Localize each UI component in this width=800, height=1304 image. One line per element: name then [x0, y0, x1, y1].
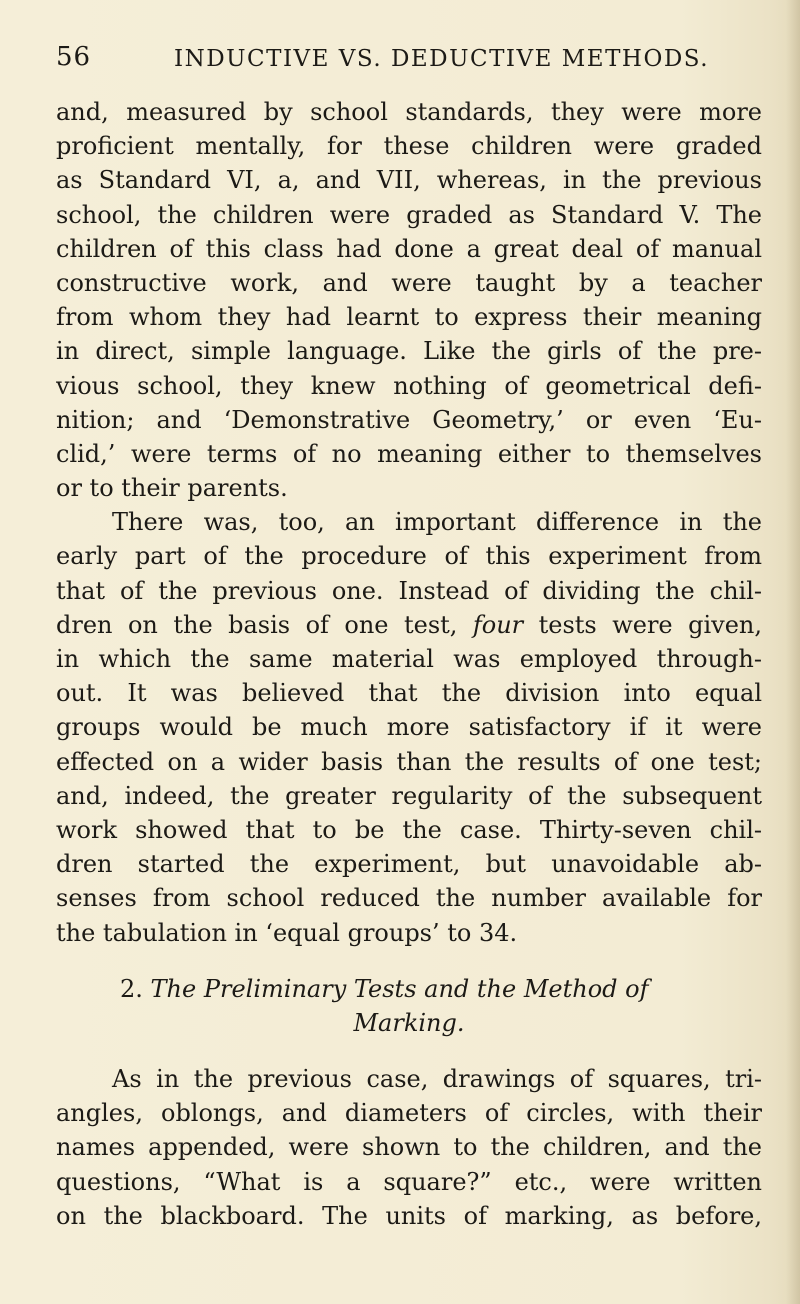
- text-line: nition; and ‘Demonstrative Geometry,’ or even ‘Eu-: [56, 405, 762, 434]
- page-edge-shadow: [786, 0, 800, 1304]
- text-line: effected on a wider basis than the results of one test;: [56, 747, 762, 776]
- page-number: 56: [56, 42, 92, 72]
- text-line: in which the same material was employed through-: [56, 645, 762, 673]
- text-run: tests were given,: [523, 610, 762, 639]
- text-line: questions, “What is a square?” etc., were written: [56, 1167, 762, 1196]
- text-line: children of this class had done a great deal of manual: [56, 234, 762, 263]
- text-line: on the blackboard. The units of marking, as before,: [56, 1201, 762, 1230]
- text-line: names appended, were shown to the children, and the: [56, 1133, 762, 1162]
- text-line: and, measured by school standards, they were more: [56, 98, 762, 126]
- text-line: There was, too, an important difference in the: [112, 508, 762, 537]
- text-line: that of the previous one. Instead of dividing the chil-: [56, 576, 762, 605]
- text-line: As in the previous case, drawings of squares, tri-: [112, 1065, 762, 1094]
- text-line: constructive work, and were taught by a teacher: [56, 268, 762, 297]
- running-title: INDUCTIVE VS. DEDUCTIVE METHODS.: [174, 46, 710, 72]
- text-line: dren started the experiment, but unavoidable ab-: [56, 850, 762, 879]
- text-line: proficient mentally, for these children were graded: [56, 132, 762, 161]
- text-line: and, indeed, the greater regularity of the subsequent: [56, 781, 762, 810]
- section-title-line1: The Preliminary Tests and the Method of: [150, 974, 649, 1003]
- text-line: from whom they had learnt to express their meaning: [56, 303, 762, 332]
- body-text: [56, 95, 762, 1233]
- text-line-with-emphasis: [56, 608, 762, 642]
- text-line: vious school, they knew nothing of geometrical defi-: [56, 371, 762, 400]
- text-line: or to their parents.: [56, 474, 288, 503]
- text-line: senses from school reduced the number available for: [56, 884, 762, 913]
- text-line: the tabulation in ‘equal groups’ to 34.: [56, 918, 518, 947]
- text-line: groups would be much more satisfactory if it were: [56, 713, 762, 742]
- section-heading: [56, 972, 762, 1006]
- page-header: [56, 42, 756, 82]
- text-line: clid,’ were terms of no meaning either to themselves: [56, 439, 762, 468]
- text-line: early part of the procedure of this experiment from: [56, 542, 762, 571]
- text-run: dren on the basis of one test,: [56, 610, 473, 639]
- section-title-line2: Marking.: [353, 1008, 465, 1037]
- text-line: in direct, simple language. Like the girls of the pre-: [56, 337, 762, 366]
- text-line: work showed that to be the case. Thirty-seven chil-: [56, 815, 762, 844]
- section-number: 2.: [120, 974, 143, 1003]
- text-line: as Standard VI, a, and VII, whereas, in the previous: [56, 166, 762, 195]
- emphasis-word: four: [472, 610, 524, 639]
- text-line: angles, oblongs, and diameters of circles, with their: [56, 1099, 762, 1128]
- text-line: out. It was believed that the division into equal: [56, 679, 762, 708]
- text-line: school, the children were graded as Standard V. The: [56, 200, 762, 229]
